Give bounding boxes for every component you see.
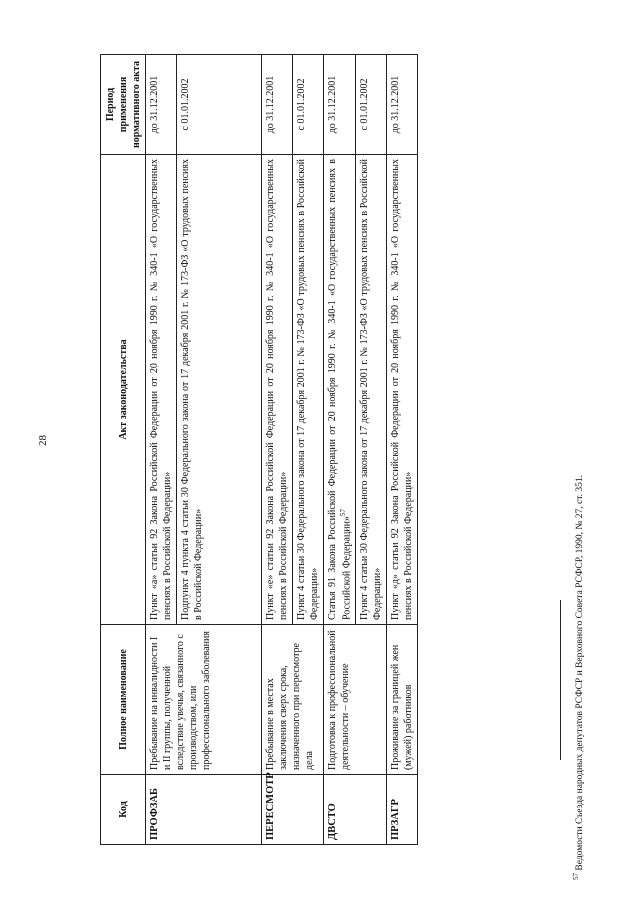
row-name: Пребывание на инвалидности I и II группы, полученной вследствие увечья, связанного с производством, или профессионального заболевания	[146, 625, 262, 775]
row-code: ДВСТО	[324, 775, 387, 845]
page-number: 28	[37, 435, 49, 446]
act-text: Статья 91 Закона Российской Федерации от 20 ноября 1990 г. № 340-1 «О государственных пенсиях в Российской Федерации»	[327, 159, 353, 620]
document-sheet	[100, 55, 495, 845]
table-row	[324, 55, 356, 845]
row-period: с 01.01.2002	[356, 55, 387, 155]
row-code: ПЕРЕСМОТР	[262, 775, 324, 845]
row-period: до 31.12.2001	[324, 55, 356, 155]
row-code: ПРОФЗАБ	[146, 775, 262, 845]
row-period: с 01.01.2002	[293, 55, 324, 155]
legislation-table	[100, 54, 418, 845]
row-act: Пункт «а» статьи 92 Закона Российской Федерации от 20 ноября 1990 г. № 340-1 «О государственных пенсиях в Российской Федерации»	[146, 155, 177, 625]
row-period: с 01.01.2002	[177, 55, 262, 155]
footnote-divider	[560, 600, 561, 760]
row-period: до 31.12.2001	[146, 55, 177, 155]
footnote	[572, 475, 585, 880]
row-name: Подготовка к профессиональной деятельности – обучение	[324, 625, 387, 775]
row-name: Пребывание в местах заключения сверх срока, назначенного при пересмотре дела	[262, 625, 324, 775]
header-code: Код	[101, 775, 146, 845]
row-act	[324, 155, 356, 625]
footnote-text: Ведомости Съезда народных депутатов РСФСР и Верховного Совета РСФСР, 1990, № 27, ст. 351.	[575, 474, 586, 871]
footnote-ref[interactable]: 57	[339, 508, 347, 516]
row-act: Пункт «е» статьи 92 Закона Российской Федерации от 20 ноября 1990 г. № 340-1 «О государственных пенсиях в Российской Федерации»	[262, 155, 293, 625]
row-name: Проживание за границей жен (мужей) работников	[387, 625, 418, 775]
row-period: до 31.12.2001	[387, 55, 418, 155]
row-act: Пункт 4 статьи 30 Федерального закона от 17 декабря 2001 г. № 173-ФЗ «О трудовых пенсиях в Российской Федерации»	[356, 155, 387, 625]
row-act: Подпункт 4 пункта 4 статьи 30 Федерального закона от 17 декабря 2001 г. № 173-ФЗ «О трудовых пенсиях в Российской Федерации»	[177, 155, 262, 625]
row-act: Пункт «д» статьи 92 Закона Российской Федерации от 20 ноября 1990 г. № 340-1 «О государственных пенсиях в Российской Федерации»	[387, 155, 418, 625]
table-row	[146, 55, 177, 845]
row-period: до 31.12.2001	[262, 55, 293, 155]
header-period: Период применения нормативного акта	[101, 55, 146, 155]
header-act: Акт законодательства	[101, 155, 146, 625]
table-row	[387, 55, 418, 845]
footnote-number: 57	[572, 873, 580, 880]
table-row	[262, 55, 293, 845]
row-act: Пункт 4 статьи 30 Федерального закона от 17 декабря 2001 г. № 173-ФЗ «О трудовых пенсиях в Российской Федерации»	[293, 155, 324, 625]
header-name: Полное наименование	[101, 625, 146, 775]
row-code: ПРЗАГР	[387, 775, 418, 845]
table-header-row	[101, 55, 146, 845]
